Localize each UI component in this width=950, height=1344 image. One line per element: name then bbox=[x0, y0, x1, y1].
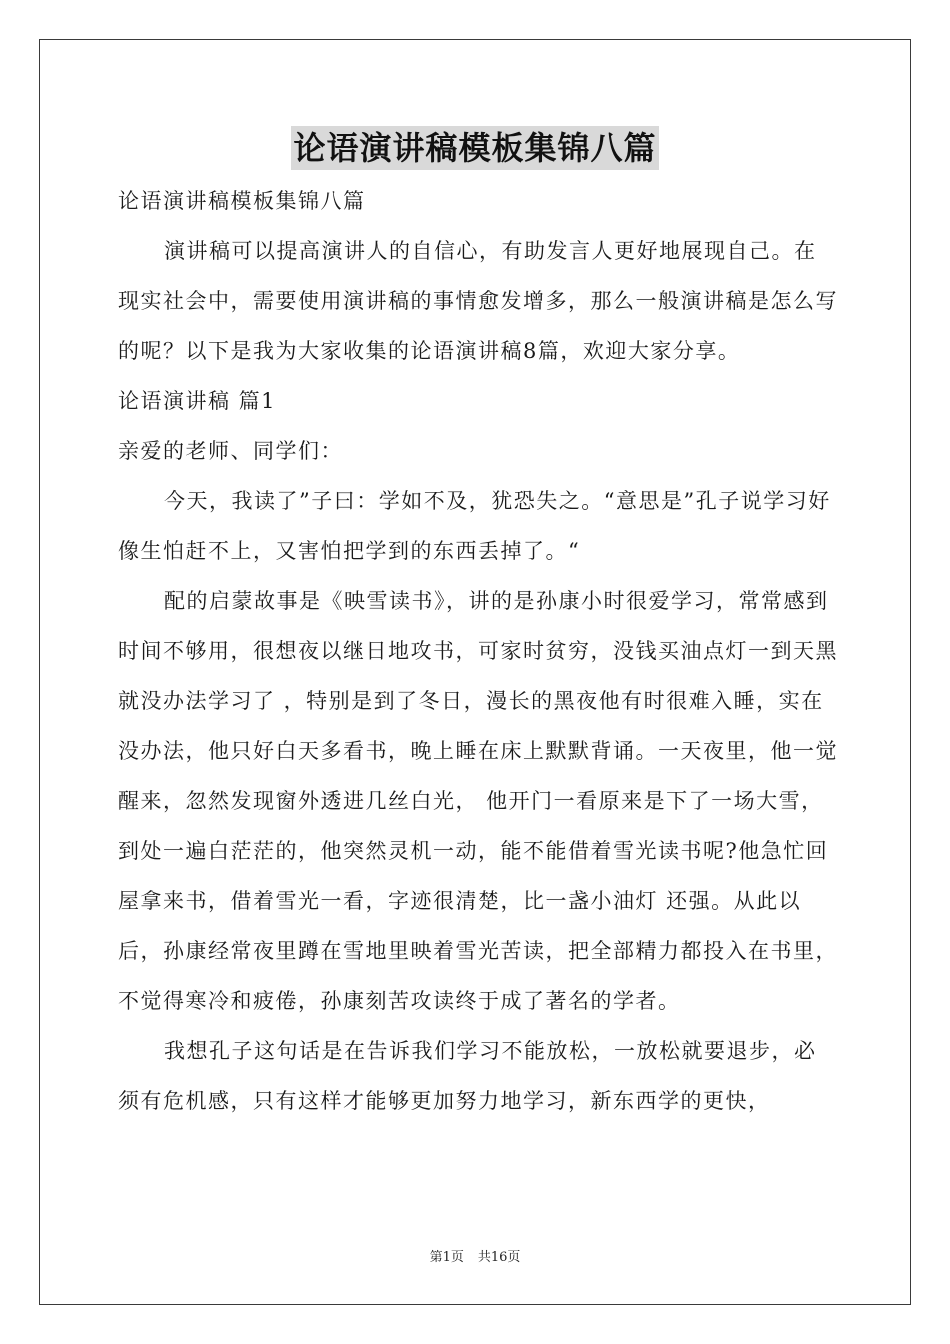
document-title: 论语演讲稿模板集锦八篇 bbox=[291, 126, 658, 170]
body-paragraph: 今天，我读了”子曰：学如不及，犹恐失之。“意思是”孔子说学习好像生怕赶不上，又害怕把学到的东西丢掉了。“ bbox=[118, 489, 831, 563]
page-total: 共16页 bbox=[477, 1250, 521, 1265]
body-paragraph: 配的启蒙故事是《映雪读书》，讲的是孙康小时很爱学习，常常感到时间不够用，很想夜以继日地攻书，可家时贫穷，没钱买油点灯一到天黑就没办法学习了 ，特别是到了冬日，漫长的黑夜他有时很难入睡，实在没办法，他只好白天多看书，晚上睡在床上默默背诵。一天夜里，他一觉醒来，忽然发现窗外透进几丝白光， 他开门一看原来是下了一场大雪，到处一遍白茫茫的，他突然灵机一动，能不能借着雪光读书呢?他急忙回屋拿来书，借着雪光一看，字迹很清楚，比一盏小油灯 还强。从此以后，孙康经常夜里蹲在雪地里映着雪光苦读，把全部精力都投入在书里，不觉得寒冷和疲倦，孙康刻苦攻读终于成了著名的学者。 bbox=[118, 589, 838, 1013]
section-heading: 论语演讲稿 篇1 bbox=[118, 389, 277, 413]
title-container bbox=[0, 126, 950, 170]
salutation: 亲爱的老师、同学们： bbox=[118, 439, 343, 463]
document-subtitle: 论语演讲稿模板集锦八篇 bbox=[118, 189, 366, 213]
page-number: 第1页 bbox=[429, 1250, 464, 1265]
intro-paragraph: 演讲稿可以提高演讲人的自信心，有助发言人更好地展现自己。在现实社会中，需要使用演讲稿的事情愈发增多，那么一般演讲稿是怎么写的呢？以下是我为大家收集的论语演讲稿8篇，欢迎大家分享。 bbox=[118, 239, 838, 363]
document-body bbox=[118, 176, 838, 1126]
body-paragraph: 我想孔子这句话是在告诉我们学习不能放松，一放松就要退步，必须有危机感，只有这样才能够更加努力地学习，新东西学的更快， bbox=[118, 1039, 817, 1113]
page-footer bbox=[0, 1246, 950, 1265]
